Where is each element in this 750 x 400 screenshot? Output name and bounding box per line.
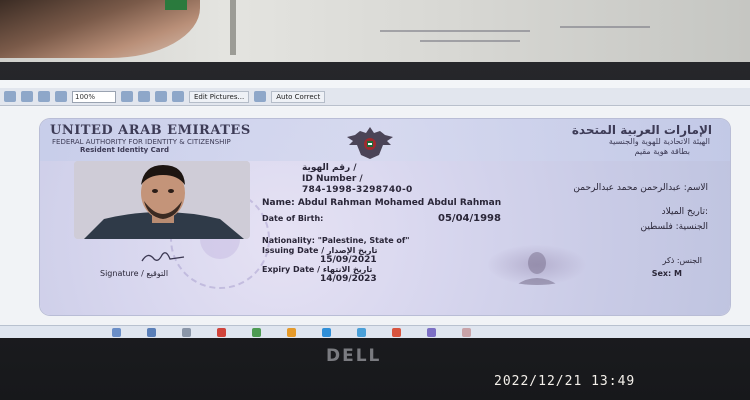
name-en: Name: Abdul Rahman Mohamed Abdul Rahman	[262, 198, 502, 208]
card-type-ar: بطاقة هوية مقيم	[634, 147, 690, 156]
authority-ar: الهيئة الاتحادية للهوية والجنسية	[608, 137, 710, 146]
nationality-en: Nationality: "Palestine, State of"	[262, 236, 410, 245]
holder-photo	[74, 161, 250, 239]
search-icon[interactable]	[357, 328, 366, 337]
whiteboard-scribble	[380, 30, 530, 32]
monitor-brand-logo: DELL	[326, 346, 382, 366]
zoom-in-icon[interactable]	[121, 91, 133, 102]
gallery-icon[interactable]	[112, 328, 121, 337]
slideshow-icon[interactable]	[147, 328, 156, 337]
expiry-date-value: 14/09/2023	[320, 274, 377, 284]
auto-correct-icon	[254, 91, 266, 102]
dob-value: 05/04/1998	[438, 213, 501, 224]
edit-pictures-button[interactable]: Edit Pictures...	[189, 91, 249, 103]
picture-icon	[172, 91, 184, 102]
whiteboard-scribble	[420, 40, 520, 42]
zoom-select[interactable]: 100%	[72, 91, 116, 103]
rotate-right-icon[interactable]	[287, 328, 296, 337]
sex-en: Sex: M	[651, 269, 682, 278]
country-title-ar: الإمارات العربية المتحدة	[571, 123, 712, 137]
sex-ar: الجنس: ذكر	[662, 256, 702, 265]
print-icon[interactable]	[55, 91, 67, 102]
dob-label: Date of Birth:	[262, 214, 324, 223]
card-type-en: Resident Identity Card	[80, 146, 169, 154]
chrome-icon[interactable]	[392, 328, 401, 337]
auto-correct-button[interactable]: Auto Correct	[271, 91, 325, 103]
browser-icon[interactable]	[322, 328, 331, 337]
previous-icon[interactable]	[182, 328, 191, 337]
whiteboard-scribble	[560, 26, 650, 28]
photo-timestamp: 2022/12/21 13:49	[494, 374, 636, 389]
rotate-icon[interactable]	[38, 91, 50, 102]
monitor-screen	[0, 80, 750, 338]
delete-icon[interactable]	[217, 328, 226, 337]
app-icon[interactable]	[427, 328, 436, 337]
background-room	[0, 0, 750, 70]
authority-en: FEDERAL AUTHORITY FOR IDENTITY & CITIZENSHIP	[52, 138, 231, 146]
ghost-photo	[488, 245, 586, 285]
id-card	[40, 119, 730, 315]
viewer-bottom-bar	[0, 325, 750, 338]
name-ar: الاسم: عبدالرحمن محمد عبدالرحمن	[573, 183, 708, 193]
signature-icon	[140, 249, 190, 265]
uae-emblem-icon	[343, 125, 397, 161]
id-number-value: 784-1998-3298740-0	[302, 185, 413, 195]
signature-label: Signature / التوقيع	[100, 269, 169, 278]
fit-icon[interactable]	[155, 91, 167, 102]
id-number-label: ID Number /	[302, 174, 363, 184]
image-canvas	[0, 107, 750, 325]
country-title-en: UNITED ARAB EMIRATES	[50, 123, 251, 138]
exit-sign	[165, 0, 187, 10]
back-icon[interactable]	[4, 91, 16, 102]
rotate-left-icon[interactable]	[252, 328, 261, 337]
issue-date-value: 15/09/2021	[320, 255, 377, 265]
door-frame	[230, 0, 236, 55]
dob-label-ar: تاريخ الميلاد:	[661, 207, 708, 217]
image-file-icon[interactable]	[462, 328, 471, 337]
id-number-label-ar: رقم الهوية /	[302, 163, 357, 173]
expiry-date-label: Expiry Date / تاريخ الانتهاء	[262, 265, 373, 274]
zoom-out-icon[interactable]	[138, 91, 150, 102]
nationality-ar: الجنسية: فلسطين	[640, 222, 708, 232]
issue-date-label: Issuing Date / تاريخ الإصدار	[262, 246, 378, 255]
viewer-toolbar	[0, 88, 750, 106]
forward-icon[interactable]	[21, 91, 33, 102]
